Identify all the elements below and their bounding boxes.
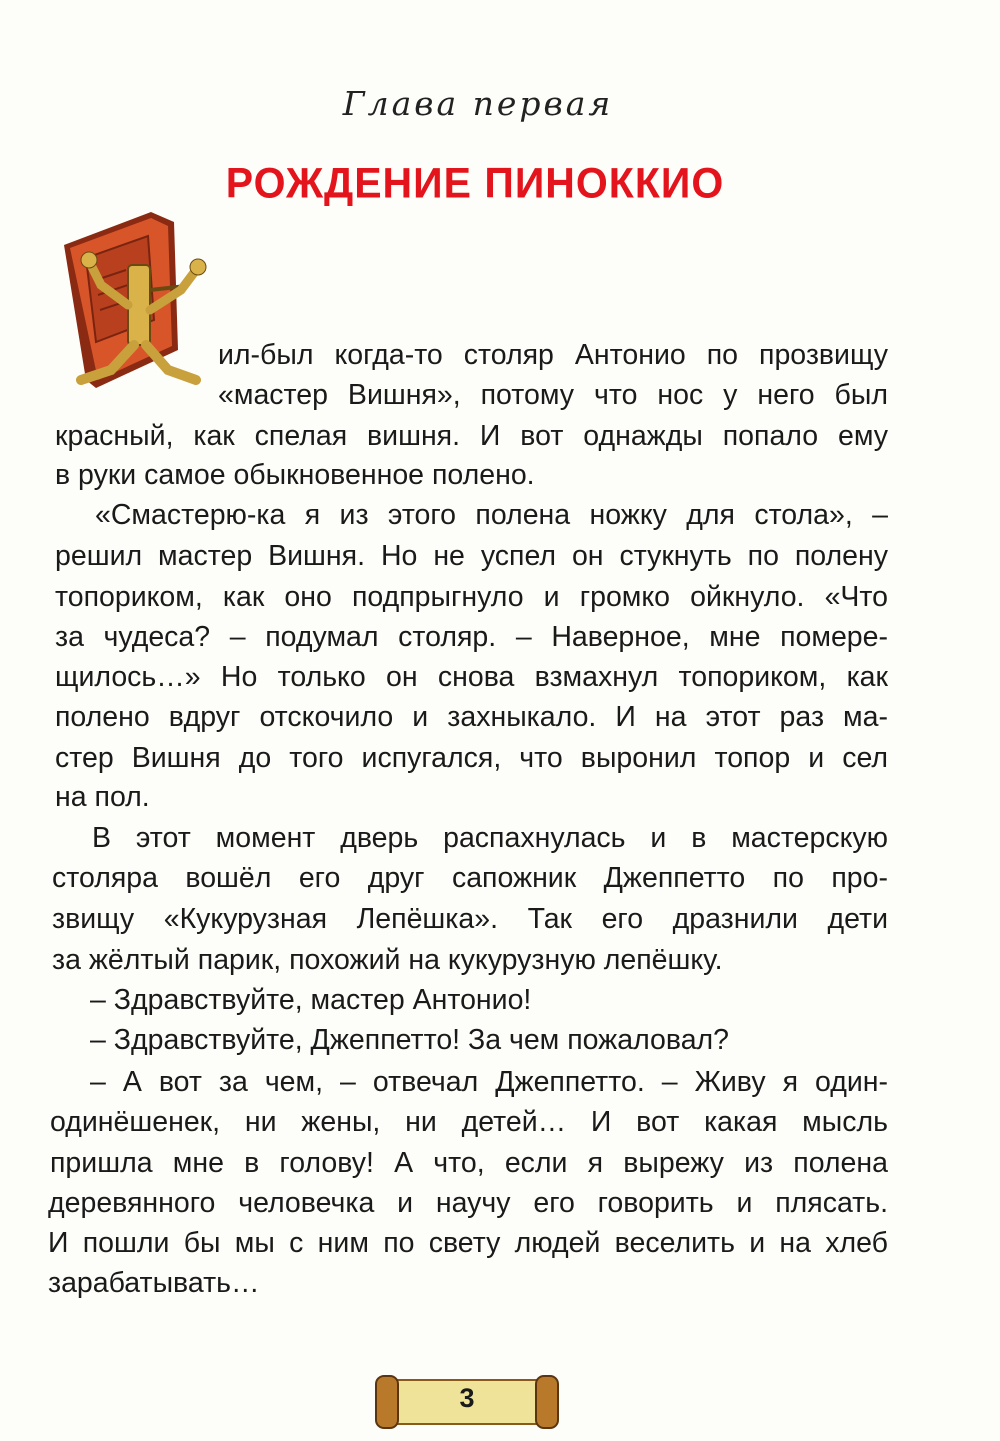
page-number-scroll	[372, 1370, 562, 1432]
text-line: «Смастерю-ка я из этого полена ножку для стола», –	[95, 499, 888, 531]
text-line: – Здравствуйте, Джеппетто! За чем пожаловал?	[90, 1024, 730, 1056]
chapter-title: РОЖДЕНИЕ ПИНОККИО	[225, 158, 725, 208]
text-line: В этот момент дверь распахнулась и в мастерскую	[92, 822, 888, 854]
text-line: «мастер Вишня», потому что нос у него был	[218, 379, 888, 411]
text-line: И пошли бы мы с ним по свету людей веселить и на хлеб	[48, 1227, 888, 1259]
text-line: в руки самое обыкновенное полено.	[55, 459, 535, 491]
text-line: зарабатывать…	[48, 1267, 260, 1299]
drop-cap-illustration-icon	[56, 210, 228, 400]
page-number: 3	[459, 1383, 475, 1413]
text-line: красный, как спелая вишня. И вот однажды попало ему	[55, 420, 888, 452]
text-line: – А вот за чем, – отвечал Джеппетто. – Живу я один-	[90, 1066, 888, 1098]
text-line: деревянного человечка и научу его говорить и плясать.	[48, 1187, 888, 1219]
text-line: решил мастер Вишня. Но не успел он стукнуть по полену	[55, 540, 888, 572]
text-line: ил-был когда-то столяр Антонио по прозвищу	[218, 339, 888, 371]
text-line: за жёлтый парик, похожий на кукурузную лепёшку.	[52, 944, 723, 976]
chapter-label: Глава первая	[342, 84, 614, 123]
text-line: топориком, как оно подпрыгнуло и громко ойкнуло. «Что	[55, 581, 888, 613]
text-line: – Здравствуйте, мастер Антонио!	[90, 984, 532, 1016]
text-line: на пол.	[55, 781, 150, 813]
text-line: звищу «Кукурузная Лепёшка». Так его дразнили дети	[52, 903, 888, 935]
text-line: щилось…» Но только он снова взмахнул топориком, как	[55, 661, 888, 693]
text-line: одинёшенек, ни жены, ни детей… И вот какая мысль	[50, 1106, 888, 1138]
text-line: за чудеса? – подумал столяр. – Наверное, мне помере-	[55, 621, 888, 653]
text-line: полено вдруг отскочило и захныкало. И на этот раз ма-	[55, 701, 888, 733]
text-line: стер Вишня до того испугался, что выронил топор и сел	[55, 742, 888, 774]
text-line: пришла мне в голову! А что, если я вырежу из полена	[50, 1147, 888, 1179]
text-line: столяра вошёл его друг сапожник Джеппетто по про-	[52, 862, 888, 894]
